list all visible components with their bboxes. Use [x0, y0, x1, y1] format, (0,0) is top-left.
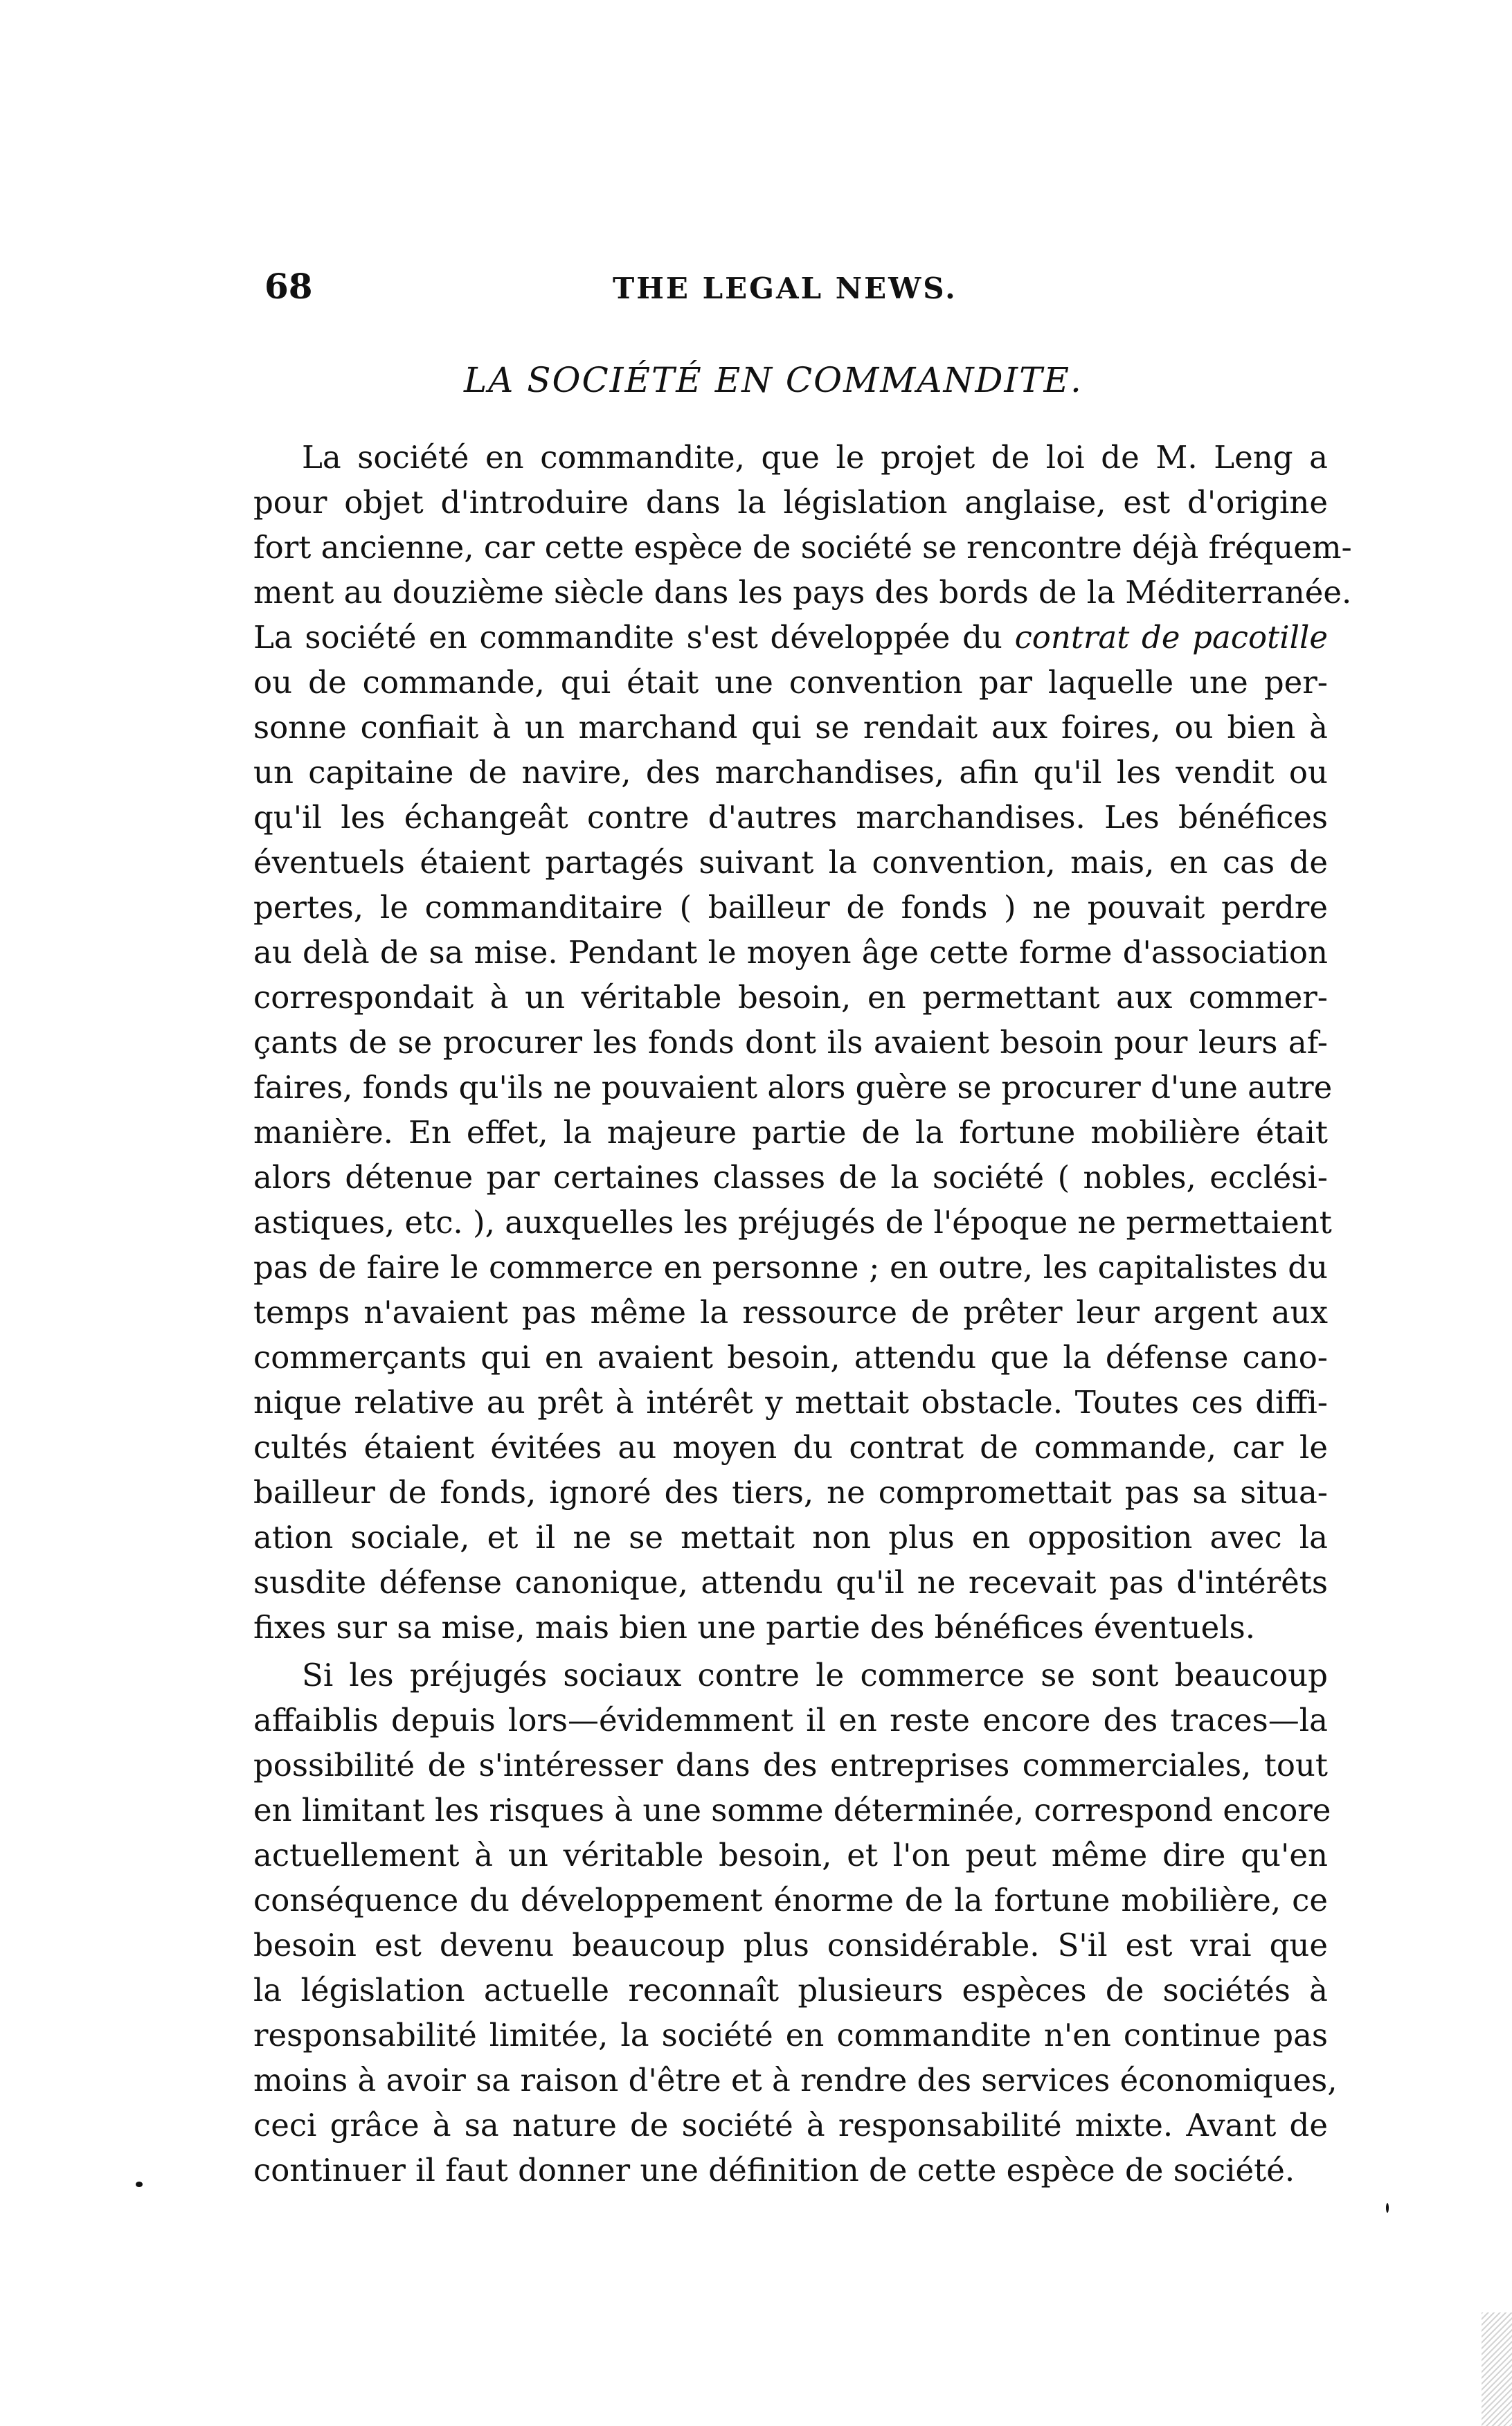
text-line: ation sociale, et il ne se mettait non plus en opposition avec la	[253, 1519, 1328, 1556]
text-line: continuer il faut donner une définition de cette espèce de société.	[253, 2152, 1295, 2189]
paragraph-2	[253, 1653, 1338, 2193]
text-line: ceci grâce à sa nature de société à responsabilité mixte. Avant de	[253, 2107, 1328, 2144]
text-line-start: La société en commandite s'est développée du	[253, 619, 1015, 656]
text-line: commerçants qui en avaient besoin, attendu que la défense cano-	[253, 1339, 1328, 1376]
text-line: la législation actuelle reconnaît plusieurs espèces de sociétés à	[253, 1972, 1328, 2009]
text-line: possibilité de s'intéresser dans des entreprises commerciales, tout	[253, 1747, 1328, 1783]
text-line: moins à avoir sa raison d'être et à rendre des services économiques,	[253, 2062, 1338, 2099]
text-line: pertes, le commanditaire ( bailleur de fonds ) ne pouvait perdre	[253, 889, 1328, 926]
text-line: fort ancienne, car cette espèce de société se rencontre déjà fréquem-	[253, 529, 1352, 566]
text-line: çants de se procurer les fonds dont ils avaient besoin pour leurs af-	[253, 1024, 1328, 1061]
text-line: manière. En effet, la majeure partie de la fortune mobilière était	[253, 1114, 1328, 1151]
text-line: un capitaine de navire, des marchandises, afin qu'il les vendit ou	[253, 754, 1328, 791]
text-line: correspondait à un véritable besoin, en permettant aux commer-	[253, 979, 1328, 1016]
page-number: 68	[264, 266, 313, 307]
text-line: sonne confiait à un marchand qui se rendait aux foires, ou bien à	[253, 709, 1328, 746]
text-line: actuellement à un véritable besoin, et l'on peut même dire qu'en	[253, 1837, 1328, 1874]
running-head: THE LEGAL NEWS.	[613, 271, 957, 305]
text-line: affaiblis depuis lors—évidemment il en reste encore des traces—la	[253, 1702, 1328, 1738]
text-line: astiques, etc. ), auxquelles les préjugés de l'époque ne permettaient	[253, 1204, 1332, 1241]
text-line: susdite défense canonique, attendu qu'il ne recevait pas d'intérêts	[253, 1564, 1328, 1601]
text-line: cultés étaient évitées au moyen du contrat de commande, car le	[253, 1429, 1328, 1466]
text-line: temps n'avaient pas même la ressource de prêter leur argent aux	[253, 1294, 1328, 1331]
text-line: La société en commandite, que le projet de loi de M. Leng a	[302, 439, 1328, 476]
article-title: LA SOCIÉTÉ EN COMMANDITE.	[464, 360, 1083, 400]
text-line: éventuels étaient partagés suivant la convention, mais, en cas de	[253, 844, 1328, 881]
text-line: besoin est devenu beaucoup plus considérable. S'il est vrai que	[253, 1927, 1328, 1964]
text-line: alors détenue par certaines classes de la société ( nobles, ecclési-	[253, 1159, 1328, 1196]
text-line: ou de commande, qui était une convention par laquelle une per-	[253, 664, 1328, 701]
italic-phrase: contrat de pacotille	[1014, 619, 1328, 656]
text-line: responsabilité limitée, la société en commandite n'en continue pas	[253, 2017, 1328, 2054]
ink-speck	[136, 2182, 143, 2187]
text-line: au delà de sa mise. Pendant le moyen âge cette forme d'association	[253, 934, 1328, 971]
text-line: bailleur de fonds, ignoré des tiers, ne compromettait pas sa situa-	[253, 1474, 1328, 1511]
text-line: en limitant les risques à une somme déterminée, correspond encore	[253, 1792, 1331, 1829]
text-line	[253, 615, 1328, 660]
text-line: ment au douzième siècle dans les pays des bords de la Méditerranée.	[253, 574, 1352, 611]
text-line: pas de faire le commerce en personne ; en outre, les capitalistes du	[253, 1249, 1328, 1286]
text-line: fixes sur sa mise, mais bien une partie des bénéfices éventuels.	[253, 1609, 1256, 1646]
text-line: conséquence du développement énorme de la fortune mobilière, ce	[253, 1882, 1328, 1919]
text-line: nique relative au prêt à intérêt y mettait obstacle. Toutes ces diffi-	[253, 1384, 1328, 1421]
ink-speck	[1386, 2203, 1389, 2213]
paragraph-1	[253, 435, 1352, 1650]
text-line: pour objet d'introduire dans la législation anglaise, est d'origine	[253, 484, 1328, 521]
text-line: qu'il les échangeât contre d'autres marchandises. Les bénéfices	[253, 799, 1328, 836]
scan-edge-noise	[1482, 2312, 1512, 2426]
text-line: Si les préjugés sociaux contre le commerce se sont beaucoup	[302, 1657, 1328, 1693]
text-line: faires, fonds qu'ils ne pouvaient alors guère se procurer d'une autre	[253, 1069, 1333, 1106]
